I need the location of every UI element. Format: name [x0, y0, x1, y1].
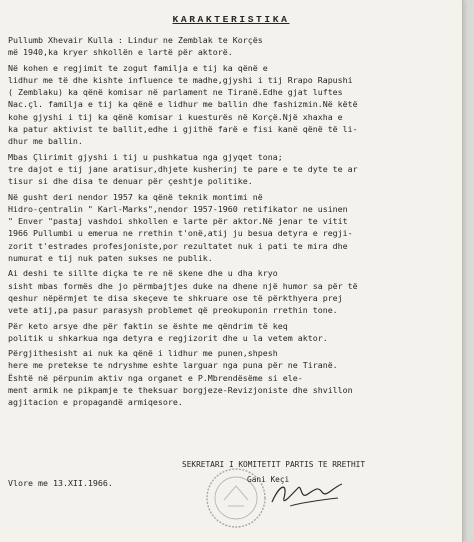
secretary-title: SEKRETARI I KOMITETIT PARTIS TE RRETHIT [182, 460, 366, 469]
text-line: Përgjithesisht ai nuk ka qënë i lidhur me punen,shpesh [8, 348, 278, 359]
text-line: " Enver "pastaj vashdoi shkollen e larte për aktor.Në jenar te vitit [8, 216, 348, 227]
text-line: agjitacion e propagandë armiqesore. [8, 397, 183, 408]
text-line: 1966 Pullumbi u emerua ne rrethin t'onë,atij ju besua detyra e regji- [8, 228, 353, 239]
text-line: Për keto arsye dhe për faktin se ështe me qëndrim të keq [8, 320, 288, 331]
text-line: Ai deshi te sillte diçka te re në skene dhe u dha kryo [8, 268, 278, 279]
text-line: dhur me ballin. [8, 136, 83, 147]
text-line: vete atij,pa pasur parasysh problemet që preokuponin rrethin tone. [8, 305, 338, 316]
text-line: më 1940,ka kryer shkollën e lartë për aktorë. [8, 47, 233, 58]
document-title: KARAKTERISTIKA [172, 14, 290, 25]
text-line: Në kohen e regjimit te zogut familja e tij ka qënë e [8, 62, 268, 73]
text-line: tisur si dhe disa te denuar për çeshtje politike. [8, 176, 253, 187]
handwritten-signature [268, 476, 348, 512]
text-line: Nac.çl. familja e tij ka qënë e lidhur me ballin dhe fashizmin.Në këtë [8, 99, 358, 110]
text-line: Në gusht deri nendor 1957 ka qënë teknik montimi në [8, 191, 263, 202]
place-date: Vlore me 13.XII.1966. [8, 478, 113, 488]
text-line: Pullumb Xhevair Kulla : Lindur ne Zemblak te Korçës [8, 35, 263, 45]
text-line: ( Zemblaku) ka qënë komisar në parlament ne Tiranë.Edhe gjat luftes [8, 87, 343, 98]
text-line: Është në përpunim aktiv nga organet e P.Mbrendësëme si ele- [8, 372, 303, 383]
text-line: Mbas Çlirimit gjyshi i tij u pushkatua nga gjyqet tona; [8, 151, 283, 162]
document-footer [0, 448, 462, 542]
document-body [8, 34, 460, 409]
text-line: tre dajot e tij jane aratisur,dhjete kusherinj te pare e te dyte te ar [8, 163, 358, 174]
text-line: numurat e tij nuk paten sukses ne publik. [8, 253, 213, 264]
text-line: ment armik ne pikpamje te theksuar borgjeze-Revizjoniste dhe shvillon [8, 385, 353, 396]
text-line: kohe gjyshi i tij ka qënë komisar i kuesturës në Korçë.Një xhaxha e [8, 111, 343, 122]
signer-name: Gani Keçi [247, 475, 290, 484]
text-line: Hidro-çentralin " Karl-Marks",nendor 1957-1960 retifikator ne usinen [8, 203, 348, 214]
text-line: zorit t'estrades profesjoniste,por rezultatet nuk i pati te mira dhe [8, 240, 348, 251]
text-line: sisht mbas formës dhe jo përmbajtjes duke na dhene një humor sa për të [8, 280, 358, 291]
text-line: qeshur nëpërmjet te disa skeçeve te shkruare ose të përkthyera prej [8, 292, 343, 303]
text-line: politik u shkarkua nga detyra e regjizorit dhe u la vetem aktor. [8, 332, 328, 343]
text-line: lidhur me të dhe kishte influence te madhe,gjyshi i tij Rrapo Rapushi [8, 74, 353, 85]
text-line: here me pretekse te ndryshme eshte larguar nga puna për ne Tiranë. [8, 360, 338, 371]
text-line: ka patur aktivist te ballit,edhe i gjithë farë e fisi kanë qënë të li- [8, 124, 358, 135]
